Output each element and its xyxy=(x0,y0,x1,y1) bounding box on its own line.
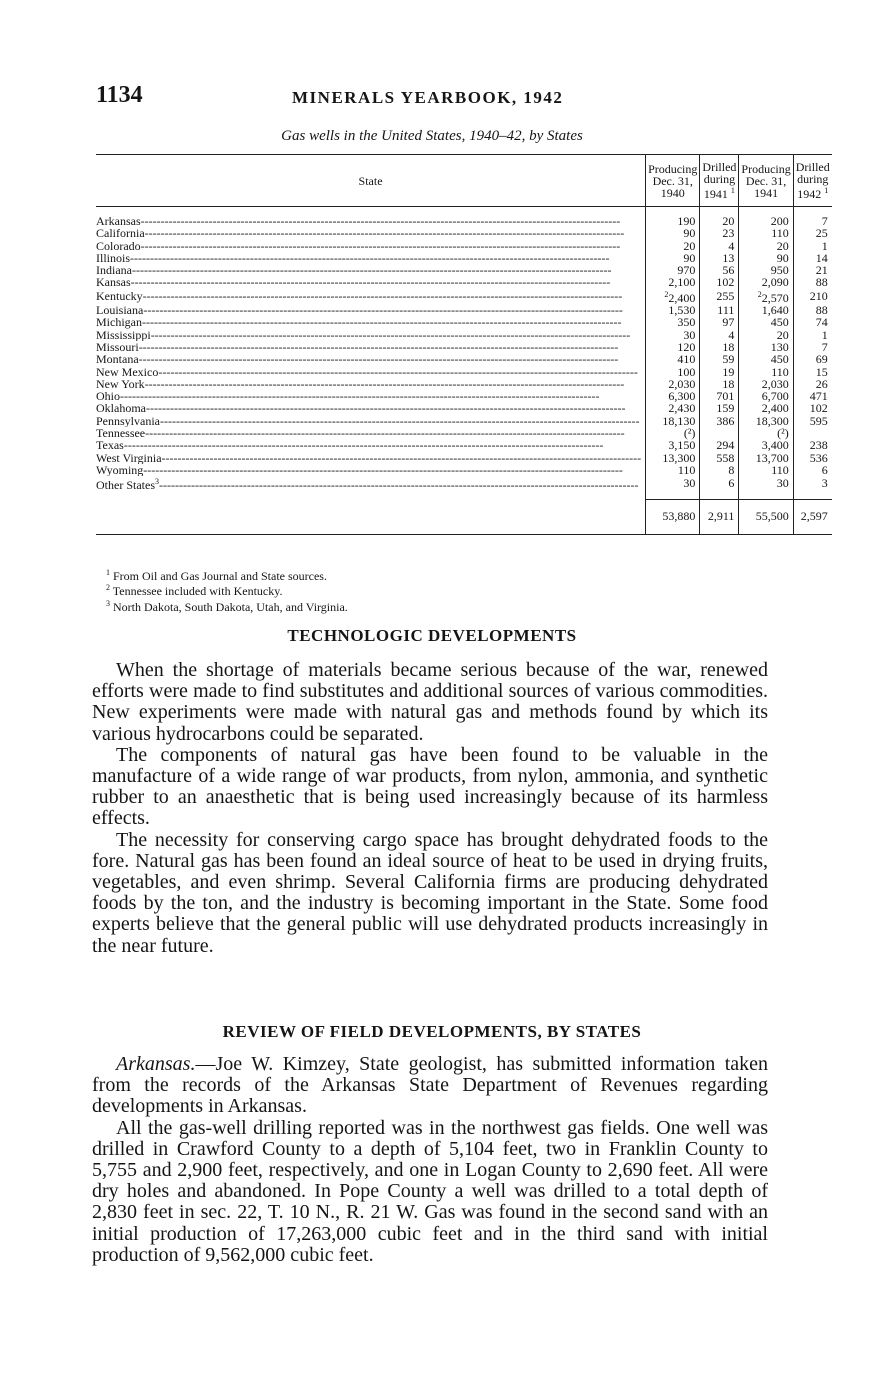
cell-producing-1941: 2,400 xyxy=(739,402,793,414)
cell-drilled-1942: 210 xyxy=(793,289,832,304)
cell-drilled-1942: 26 xyxy=(793,378,832,390)
cell-producing-1941: 950 xyxy=(739,264,793,276)
cell-producing-1941: 200 xyxy=(739,207,793,228)
cell-drilled-1942: 7 xyxy=(793,341,832,353)
cell-producing-1941: 20 xyxy=(739,240,793,252)
state-name: West Virginia------------------------------------------------------------------------------------------------------------------------ xyxy=(96,451,642,464)
state-name: Missouri------------------------------------------------------------------------------------------------------------------------ xyxy=(96,340,619,354)
table-header-row xyxy=(96,155,832,207)
table-row xyxy=(96,329,832,341)
cell-drilled-1942: 595 xyxy=(793,415,832,427)
state-name: Montana------------------------------------------------------------------------------------------------------------------------ xyxy=(96,353,619,366)
page-number: 1134 xyxy=(96,82,143,108)
cell-producing-1941: (²) xyxy=(739,427,793,439)
paragraph: The components of natural gas have been found to be valuable in the manufacture of a wide range of war products, from nylon, ammonia, and synthetic rubber to an anaesthetic that is being used increasingly because of its harmless effects. xyxy=(92,743,768,830)
state-name: New Mexico------------------------------------------------------------------------------------------------------------------------ xyxy=(96,365,638,378)
paragraph: All the gas-well drilling reported was in the northwest gas fields. One well was drilled in Crawford County to a depth of 5,104 feet, two in Franklin County to 5,755 and 2,900 feet, respectively, and one in Logan County to 2,690 feet. All were dry holes and abandoned. In Pope County a well was drilled to a total depth of 2,830 feet in sec. 22, T. 10 N., R. 21 W. Gas was found in the second sand with an initial production of 17,263,000 cubic feet and in the third sand with initial production of 9,562,000 cubic feet. xyxy=(92,1116,768,1266)
cell-producing-1940: 2,430 xyxy=(646,402,700,414)
cell-drilled-1941: 97 xyxy=(700,316,739,328)
cell-drilled-1942: 88 xyxy=(793,304,832,316)
arkansas-label: Arkansas. xyxy=(116,1053,196,1075)
cell-drilled-1942: 15 xyxy=(793,366,832,378)
cell-producing-1941: 450 xyxy=(739,316,793,328)
cell-producing-1940: 18,130 xyxy=(646,415,700,427)
paragraph xyxy=(92,1054,768,1118)
cell-producing-1941: 20 xyxy=(739,329,793,341)
cell-drilled-1942: 25 xyxy=(793,227,832,239)
table-caption: Gas wells in the United States, 1940–42, by States xyxy=(281,128,583,144)
cell-producing-1940: 120 xyxy=(646,341,700,353)
cell-drilled-1942: 88 xyxy=(793,276,832,288)
cell-drilled-1942: 69 xyxy=(793,353,832,365)
state-name: Other States$^3$------------------------------------------------------------------------------------------------------------------------ xyxy=(96,477,639,493)
cell-producing-1941: 90 xyxy=(739,252,793,264)
state-name: Colorado------------------------------------------------------------------------------------------------------------------------ xyxy=(96,239,621,252)
header-producing-1940: Producing Dec. 31, 1940 xyxy=(646,155,700,207)
paragraph: When the shortage of materials became serious because of the war, renewed efforts were made to find substitutes and additional sources of various commodities. New experiments were made with natural gas and methods found by which its various hydrocarbons could be separated. xyxy=(92,659,768,745)
cell-drilled-1941: 6 xyxy=(700,476,739,499)
table-row xyxy=(96,252,832,264)
state-name: California------------------------------------------------------------------------------------------------------------------------ xyxy=(96,227,625,240)
paragraph: The necessity for conserving cargo space has brought dehydrated foods to the fore. Natural gas has been found an ideal source of heat to be used in drying fruits, vegetables, and even shrimp. Several California firms are producing dehydrated foods by the ton, and the industry is becoming important in the State. Some food experts believe that the general public will use dehydrated products increasingly in the near future. xyxy=(92,828,768,957)
state-name: Louisiana------------------------------------------------------------------------------------------------------------------------ xyxy=(96,304,623,317)
cell-drilled-1942: 536 xyxy=(793,452,832,464)
table-body xyxy=(96,207,832,535)
state-name: Indiana------------------------------------------------------------------------------------------------------------------------ xyxy=(96,264,612,277)
cell-drilled-1942: 471 xyxy=(793,390,832,402)
table-row xyxy=(96,289,832,304)
footnote: $^1$ From Oil and Gas Journal and State sources. xyxy=(106,568,327,583)
table-row xyxy=(96,207,832,228)
cell-producing-1940: 1,530 xyxy=(646,304,700,316)
gas-wells-table xyxy=(96,154,832,535)
cell-producing-1941: 30 xyxy=(739,476,793,499)
total-p1941: 55,500 xyxy=(739,500,793,535)
cell-producing-1941: 1,640 xyxy=(739,304,793,316)
cell-producing-1941: 18,300 xyxy=(739,415,793,427)
cell-producing-1940: 20 xyxy=(646,240,700,252)
header-state: State xyxy=(96,155,646,207)
table-row xyxy=(96,464,832,476)
state-name: Ohio------------------------------------------------------------------------------------------------------------------------ xyxy=(96,390,600,403)
state-name: New York------------------------------------------------------------------------------------------------------------------------ xyxy=(96,377,625,391)
state-name: Michigan------------------------------------------------------------------------------------------------------------------------ xyxy=(96,316,622,329)
table-footnotes xyxy=(106,567,766,613)
cell-producing-1941: 6,700 xyxy=(739,390,793,402)
table-row xyxy=(96,353,832,365)
cell-drilled-1941: 558 xyxy=(700,452,739,464)
cell-drilled-1941: 4 xyxy=(700,240,739,252)
state-name: Tennessee------------------------------------------------------------------------------------------------------------------------ xyxy=(96,427,625,440)
cell-producing-1941: 2,030 xyxy=(739,378,793,390)
arkansas-text: —Joe W. Kimzey, State geologist, has submitted information taken from the records of the Arkansas State Department of Revenues regarding developments in Arkansas. xyxy=(92,1053,768,1118)
cell-drilled-1941: 111 xyxy=(700,304,739,316)
footnote: $^2$ Tennessee included with Kentucky. xyxy=(106,583,283,599)
cell-producing-1940: (²) xyxy=(646,427,700,439)
cell-producing-1940: 30 xyxy=(646,476,700,499)
cell-producing-1941: $^2$2,570 xyxy=(739,289,793,304)
cell-drilled-1942: 3 xyxy=(793,476,832,499)
footnote: $^3$ North Dakota, South Dakota, Utah, and Virginia. xyxy=(106,598,348,614)
state-name: Wyoming------------------------------------------------------------------------------------------------------------------------ xyxy=(96,463,623,477)
state-name: Kentucky------------------------------------------------------------------------------------------------------------------------ xyxy=(96,289,623,304)
state-name: Oklahoma------------------------------------------------------------------------------------------------------------------------ xyxy=(96,402,626,415)
cell-producing-1940: 90 xyxy=(646,227,700,239)
cell-drilled-1942: 238 xyxy=(793,439,832,451)
cell-drilled-1941: 56 xyxy=(700,264,739,276)
cell-drilled-1941: 18 xyxy=(700,378,739,390)
total-label-cell xyxy=(96,500,646,535)
cell-producing-1940: 90 xyxy=(646,252,700,264)
table-row xyxy=(96,227,832,239)
cell-drilled-1942: 21 xyxy=(793,264,832,276)
cell-producing-1940: 190 xyxy=(646,207,700,228)
cell-drilled-1941: 8 xyxy=(700,464,739,476)
cell-drilled-1942: 6 xyxy=(793,464,832,476)
table-row xyxy=(96,240,832,252)
state-name: Arkansas------------------------------------------------------------------------------------------------------------------------ xyxy=(96,214,621,228)
table-row xyxy=(96,341,832,353)
cell-drilled-1941: 18 xyxy=(700,341,739,353)
header-producing-1941: Producing Dec. 31, 1941 xyxy=(739,155,793,207)
cell-drilled-1942: 74 xyxy=(793,316,832,328)
cell-drilled-1941: 23 xyxy=(700,227,739,239)
cell-drilled-1941: 20 xyxy=(700,207,739,228)
cell-producing-1940: 410 xyxy=(646,353,700,365)
cell-producing-1941: 2,090 xyxy=(739,276,793,288)
cell-producing-1940: 970 xyxy=(646,264,700,276)
cell-drilled-1941: 59 xyxy=(700,353,739,365)
total-d1941: 2,911 xyxy=(700,500,739,535)
cell-producing-1940: 2,030 xyxy=(646,378,700,390)
state-name: Pennsylvania------------------------------------------------------------------------------------------------------------------------ xyxy=(96,414,640,428)
state-name: Kansas------------------------------------------------------------------------------------------------------------------------ xyxy=(96,276,611,289)
cell-drilled-1942: 1 xyxy=(793,329,832,341)
table-row xyxy=(96,366,832,378)
cell-drilled-1941: 102 xyxy=(700,276,739,288)
technologic-text xyxy=(92,660,768,957)
cell-producing-1940: 110 xyxy=(646,464,700,476)
cell-producing-1940: 13,300 xyxy=(646,452,700,464)
total-p1940: 53,880 xyxy=(646,500,700,535)
running-title: MINERALS YEARBOOK, 1942 xyxy=(292,88,564,107)
table-row xyxy=(96,476,832,499)
state-name: Illinois------------------------------------------------------------------------------------------------------------------------ xyxy=(96,251,610,265)
cell-producing-1940: 3,150 xyxy=(646,439,700,451)
cell-producing-1941: 110 xyxy=(739,464,793,476)
cell-drilled-1941: 19 xyxy=(700,366,739,378)
review-text xyxy=(92,1054,768,1266)
review-heading: REVIEW OF FIELD DEVELOPMENTS, BY STATES xyxy=(222,1022,642,1041)
cell-drilled-1942: 7 xyxy=(793,207,832,228)
cell-drilled-1942: 102 xyxy=(793,402,832,414)
cell-drilled-1941: 294 xyxy=(700,439,739,451)
header-drilled-1942: Drilled during 1942 $^1$ xyxy=(793,155,832,207)
technologic-heading: TECHNOLOGIC DEVELOPMENTS xyxy=(287,626,577,645)
cell-producing-1940: 350 xyxy=(646,316,700,328)
cell-producing-1941: 450 xyxy=(739,353,793,365)
cell-producing-1940: 30 xyxy=(646,329,700,341)
cell-producing-1941: 3,400 xyxy=(739,439,793,451)
table-row xyxy=(96,316,832,328)
table-row xyxy=(96,415,832,427)
cell-drilled-1941: 13 xyxy=(700,252,739,264)
cell-producing-1940: $^2$2,400 xyxy=(646,289,700,304)
cell-drilled-1941: 386 xyxy=(700,415,739,427)
cell-drilled-1942: 14 xyxy=(793,252,832,264)
cell-producing-1941: 130 xyxy=(739,341,793,353)
state-name: Mississippi------------------------------------------------------------------------------------------------------------------------ xyxy=(96,328,631,341)
running-head xyxy=(96,82,776,112)
table-row xyxy=(96,276,832,288)
cell-drilled-1942: 1 xyxy=(793,240,832,252)
cell-drilled-1941: 159 xyxy=(700,402,739,414)
cell-producing-1941: 110 xyxy=(739,366,793,378)
header-drilled-1941: Drilled during 1941 $^1$ xyxy=(700,155,739,207)
cell-producing-1940: 100 xyxy=(646,366,700,378)
cell-producing-1940: 2,100 xyxy=(646,276,700,288)
cell-producing-1941: 110 xyxy=(739,227,793,239)
table-row xyxy=(96,304,832,316)
cell-drilled-1941: 255 xyxy=(700,289,739,304)
state-name: Texas------------------------------------------------------------------------------------------------------------------------ xyxy=(96,439,604,452)
total-row xyxy=(96,500,832,535)
cell-producing-1941: 13,700 xyxy=(739,452,793,464)
cell-producing-1940: 6,300 xyxy=(646,390,700,402)
total-d1942: 2,597 xyxy=(793,500,832,535)
cell-drilled-1941: 4 xyxy=(700,329,739,341)
cell-drilled-1941: 701 xyxy=(700,390,739,402)
table-row xyxy=(96,452,832,464)
